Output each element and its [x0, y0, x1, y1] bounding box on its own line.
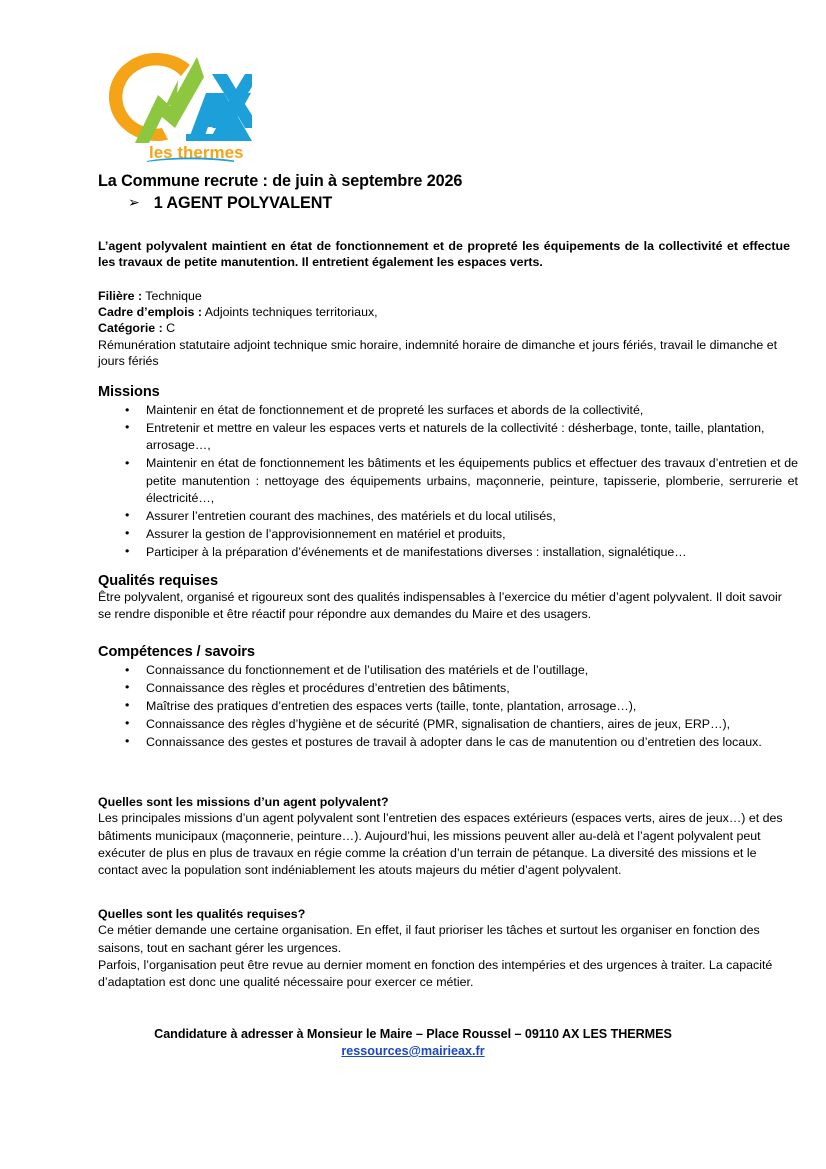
- list-item: • Maîtrise des pratiques d’entretien des espaces verts (taille, tonte, plantation, arrosage…),: [98, 698, 798, 715]
- logo-graphic: [100, 48, 252, 162]
- ax-les-thermes-logo: [100, 48, 252, 162]
- section-missions: [98, 384, 798, 562]
- list-item: • Assurer l’entretien courant des machines, des matériels et du local utilisés,: [98, 508, 798, 525]
- section-qualites-requises: [98, 573, 798, 623]
- contact-email-link[interactable]: ressources@mairieax.fr: [341, 1044, 485, 1058]
- arrow-bullet-icon: ➢: [128, 194, 140, 210]
- section-faq-missions: [98, 794, 798, 879]
- meta-block: [98, 288, 790, 369]
- list-item: • Entretenir et mettre en valeur les espaces verts et naturels de la collectivité : désherbage, tonte, taille, plantation, arrosage…,: [98, 420, 798, 455]
- meta-categorie-label: Catégorie :: [98, 321, 163, 336]
- meta-filiere-label: Filière :: [98, 289, 143, 303]
- missions-list: [98, 402, 798, 561]
- meta-cadre: [98, 304, 790, 320]
- faq-answer: Les principales missions d’un agent polyvalent sont l’entretien des espaces extérieurs (espaces verts, aires de jeux…) et des bâtiments municipaux (maçonnerie, peinture…). Aujourd’hui, les missions peuvent aller au-delà et l’agent polyvalent peut exécuter de plus en plus de travaux en régie comme la création d’un terrain de pétanque. La diversité des missions et le contact avec la population sont indéniablement les atouts majeurs du métier d’agent polyvalent.: [98, 811, 783, 878]
- meta-filiere: [98, 288, 790, 304]
- faq-question: Quelles sont les missions d’un agent polyvalent?: [98, 795, 389, 809]
- section-faq-qualites: [98, 906, 798, 991]
- competences-list: [98, 662, 798, 751]
- list-item: • Assurer la gestion de l’approvisionnement en matériel et produits,: [98, 526, 798, 543]
- position-row: [128, 194, 332, 213]
- position-label: 1 AGENT POLYVALENT: [153, 194, 333, 212]
- intro-paragraph: L’agent polyvalent maintient en état de fonctionnement et de propreté les équipements de la collectivité et effectue les travaux de petite manutention. Il entretient également les espaces verts.: [98, 239, 790, 269]
- meta-cadre-label: Cadre d’emplois :: [98, 305, 202, 320]
- list-item: • Connaissance des gestes et postures de travail à adopter dans le cas de manutention ou d’entretien des locaux.: [98, 734, 798, 751]
- qualites-heading: Qualités requises: [98, 573, 218, 589]
- meta-categorie-value: C: [166, 321, 176, 336]
- meta-filiere-value: Technique: [145, 289, 202, 303]
- list-item: • Participer à la préparation d’événements et de manifestations diverses : installation, signalétique…: [98, 544, 798, 561]
- list-item: • Maintenir en état de fonctionnement et de propreté les surfaces et abords de la collectivité,: [98, 402, 798, 419]
- section-competences: [98, 644, 798, 752]
- list-item: • Connaissance du fonctionnement et de l’utilisation des matériels et de l’outillage,: [98, 662, 798, 679]
- meta-cadre-value: Adjoints techniques territoriaux,: [204, 305, 378, 320]
- footer-address-line: Candidature à adresser à Monsieur le Maire – Place Roussel – 09110 AX LES THERMES: [154, 1027, 672, 1041]
- list-item: • Connaissance des règles et procédures d’entretien des bâtiments,: [98, 680, 798, 697]
- recruit-title: La Commune recrute : de juin à septembre 2026: [98, 172, 463, 190]
- list-item: • Connaissance des règles d’hygiène et de sécurité (PMR, signalisation de chantiers, aires de jeux, ERP…),: [98, 716, 798, 733]
- meta-remuneration: Rémunération statutaire adjoint technique smic horaire, indemnité horaire de dimanche et jours fériés, travail le dimanche et jours fériés: [98, 337, 778, 368]
- faq-answer-part-1: Ce métier demande une certaine organisation. En effet, il faut prioriser les tâches et surtout les organiser en fonction des saisons, tout en sachant gérer les urgences.: [98, 923, 760, 955]
- logo-tagline: les thermes: [149, 143, 244, 162]
- list-item: • Maintenir en état de fonctionnement les bâtiments et les équipements publics et effectuer des travaux d’entretien et de petite manutention : nettoyage des équipements urbains, maçonnerie, peinture, tapisserie, plomberie, serrurerie et électricité…,: [98, 455, 798, 507]
- missions-heading: Missions: [98, 384, 160, 400]
- meta-categorie: [98, 320, 790, 336]
- competences-heading: Compétences / savoirs: [98, 644, 255, 660]
- footer: [0, 1027, 826, 1060]
- faq-question: Quelles sont les qualités requises?: [98, 907, 306, 921]
- faq-answer-part-2: Parfois, l’organisation peut être revue au dernier moment en fonction des intempéries et des urgences à traiter. La capacité d’adaptation est donc une qualité nécessaire pour exercer ce métier.: [98, 957, 773, 990]
- qualites-paragraph: Être polyvalent, organisé et rigoureux sont des qualités indispensables à l’exercice du métier d’agent polyvalent. Il doit savoir se rendre disponible et être réactif pour répondre aux demandes du Maire et des usagers.: [98, 590, 782, 622]
